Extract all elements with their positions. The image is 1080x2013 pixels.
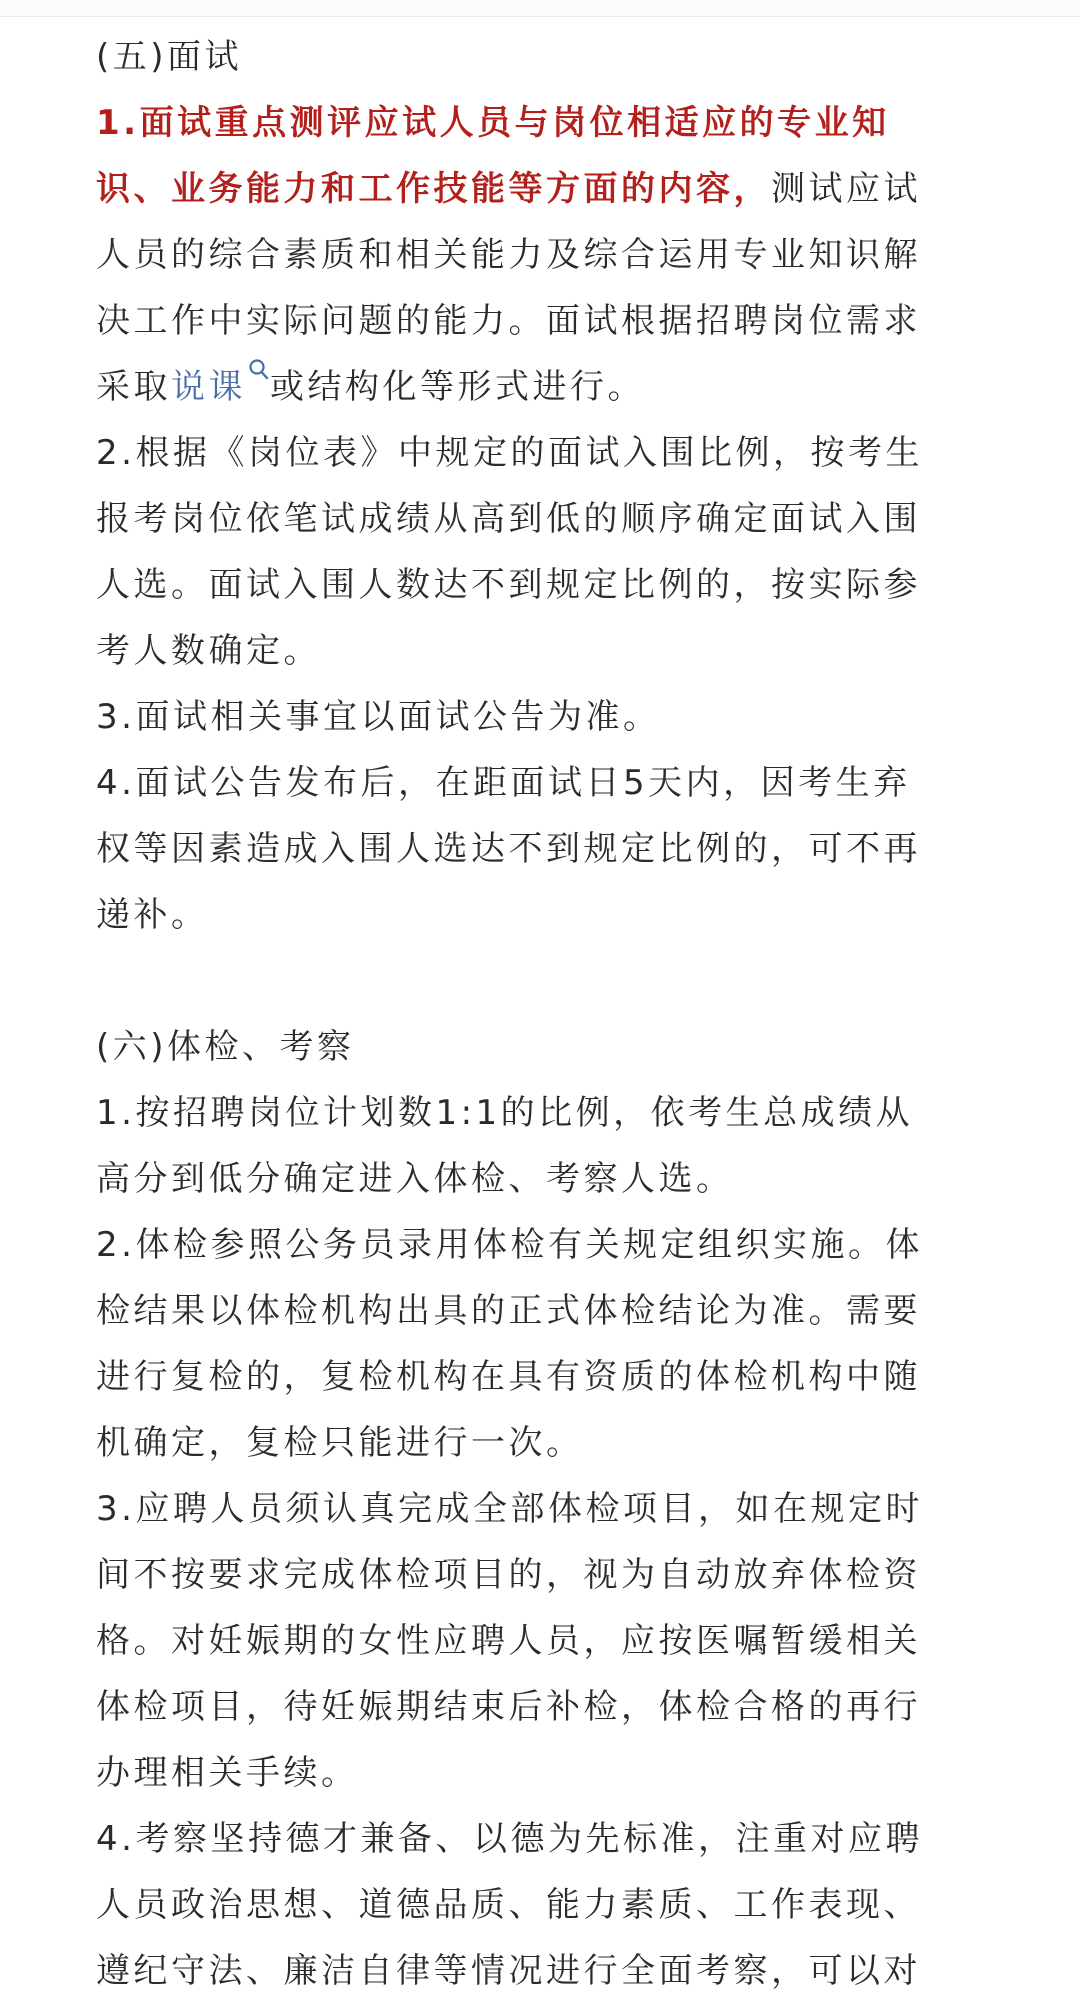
paragraph-line: 报考岗位依笔试成绩从高到低的顺序确定面试入围 xyxy=(96,499,921,539)
paragraph-line: 权等因素造成入围人选达不到规定比例的，可不再 xyxy=(96,829,921,869)
paragraph-line xyxy=(96,354,986,420)
paragraph-line: 间不按要求完成体检项目的，视为自动放弃体检资 xyxy=(96,1555,921,1595)
paragraph-line: 体检项目，待妊娠期结束后补检，体检合格的再行 xyxy=(96,1687,921,1727)
paragraph-line: 人选。面试入围人数达不到规定比例的，按实际参 xyxy=(96,565,921,605)
paragraph-line: 1.按招聘岗位计划数1:1的比例，依考生总成绩从 xyxy=(96,1093,914,1133)
paragraph-line: 决工作中实际问题的能力。面试根据招聘岗位需求 xyxy=(96,301,921,341)
paragraph-line: 进行复检的，复检机构在具有资质的体检机构中随 xyxy=(96,1357,921,1397)
search-icon[interactable] xyxy=(248,358,270,388)
paragraph-text: 或结构化等形式进行。 xyxy=(270,367,645,407)
paragraph-line: 机确定，复检只能进行一次。 xyxy=(96,1423,584,1463)
paragraph-line: 1.面试重点测评应试人员与岗位相适应的专业知 xyxy=(96,103,890,143)
paragraph-line: 递补。 xyxy=(96,895,209,935)
paragraph-line: 3.应聘人员须认真完成全部体检项目，如在规定时 xyxy=(96,1489,923,1529)
section-heading-interview: (五)面试 xyxy=(96,37,243,77)
top-divider xyxy=(0,0,1080,17)
paragraph-text: 采取 xyxy=(96,367,171,407)
paragraph-line: 人员政治思想、道德品质、能力素质、工作表现、 xyxy=(96,1885,921,1925)
highlighted-text: 识、业务能力和工作技能等方面的内容， xyxy=(96,169,771,209)
paragraph-line: 2.根据《岗位表》中规定的面试入围比例，按考生 xyxy=(96,433,923,473)
keyword-link[interactable]: 说课 xyxy=(171,367,246,407)
section-spacer xyxy=(96,948,986,1014)
paragraph-line: 遵纪守法、廉洁自律等情况进行全面考察，可以对 xyxy=(96,1951,921,1991)
paragraph-line: 高分到低分确定进入体检、考察人选。 xyxy=(96,1159,734,1199)
paragraph-line: 格。对妊娠期的女性应聘人员，应按医嘱暂缓相关 xyxy=(96,1621,921,1661)
paragraph-line: 检结果以体检机构出具的正式体检结论为准。需要 xyxy=(96,1291,921,1331)
paragraph-line: 3.面试相关事宜以面试公告为准。 xyxy=(96,697,661,737)
paragraph-text: 测试应试 xyxy=(771,169,921,209)
section-heading-physical-exam: (六)体检、考察 xyxy=(96,1027,355,1067)
paragraph-line xyxy=(96,156,986,222)
paragraph-line: 4.考察坚持德才兼备、以德为先标准，注重对应聘 xyxy=(96,1819,923,1859)
article-body xyxy=(96,24,986,2004)
paragraph-line: 办理相关手续。 xyxy=(96,1753,359,1793)
paragraph-line: 人员的综合素质和相关能力及综合运用专业知识解 xyxy=(96,235,921,275)
paragraph-line: 2.体检参照公务员录用体检有关规定组织实施。体 xyxy=(96,1225,923,1265)
paragraph-line: 考人数确定。 xyxy=(96,631,321,671)
paragraph-line: 4.面试公告发布后，在距面试日5天内，因考生弃 xyxy=(96,763,911,803)
